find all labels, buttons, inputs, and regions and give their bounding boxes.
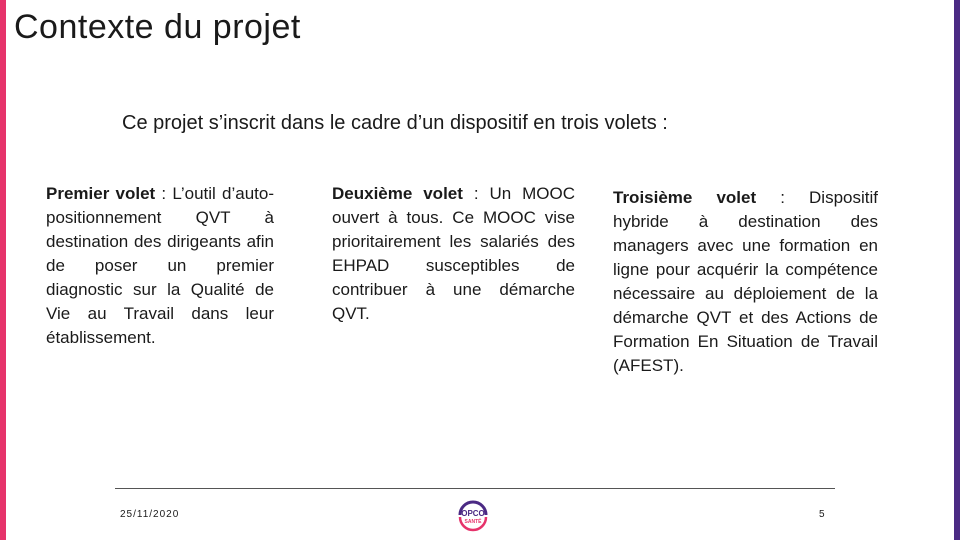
column-separator: : xyxy=(756,188,810,207)
intro-text: Ce projet s’inscrit dans le cadre d’un dispositif en trois volets : xyxy=(122,112,668,134)
left-accent-bar xyxy=(0,0,6,540)
footer-date: 25/11/2020 xyxy=(120,509,180,520)
opco-sante-logo xyxy=(452,495,494,535)
column-premier-volet xyxy=(46,182,274,350)
page-number: 5 xyxy=(819,509,825,520)
column-text: Dispositif hybride à destination des managers avec une formation en ligne pour acquérir la compétence nécessaire au déploiement de la démarche QVT et des Actions de Formation En Situation de Travail (AFEST). xyxy=(613,188,878,375)
column-text: Un MOOC ouvert à tous. Ce MOOC vise prioritairement les salariés des EHPAD susceptibles de contribuer à une démarche QVT. xyxy=(332,184,575,323)
column-heading: Troisième volet xyxy=(613,188,757,207)
slide-title: Contexte du projet xyxy=(14,8,301,46)
column-separator: : xyxy=(462,184,490,203)
column-heading: Premier volet xyxy=(46,184,156,203)
column-text: L’outil d’auto-positionnement QVT à destination des dirigeants afin de poser un premier diagnostic sur la Qualité de Vie au Travail dans leur établissement. xyxy=(46,184,274,347)
column-heading: Deuxième volet xyxy=(332,184,463,203)
footer-divider xyxy=(115,488,835,489)
column-troisieme-volet xyxy=(613,186,878,378)
column-deuxieme-volet xyxy=(332,182,575,326)
logo-text-top: OPCO xyxy=(461,509,485,518)
right-accent-bar xyxy=(954,0,960,540)
logo-text-bottom: SANTÉ xyxy=(464,519,482,525)
column-separator: : xyxy=(155,184,173,203)
